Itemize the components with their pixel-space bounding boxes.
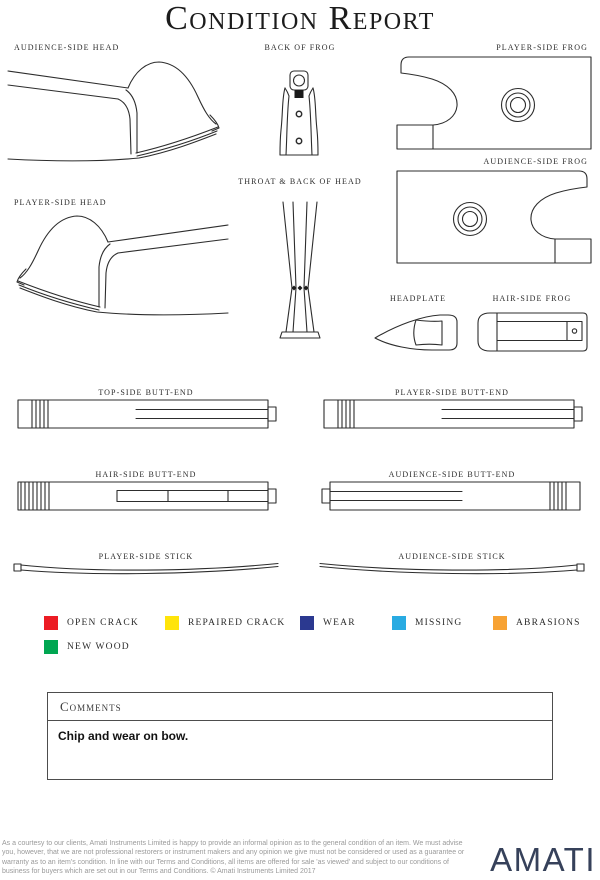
- comments-text: Chip and wear on bow.: [58, 729, 189, 743]
- audience-side-stick-label: AUDIENCE-SIDE STICK: [398, 552, 506, 561]
- open-crack-swatch: [44, 616, 58, 630]
- open-crack-label: OPEN CRACK: [67, 618, 139, 628]
- audience-side-butt-end-drawing: [318, 478, 586, 514]
- legend-item-missing: [392, 616, 462, 630]
- footer-disclaimer: As a courtesy to our clients, Amati Instruments Limited is happy to provide an informal opinion as to the general condition of an item. We must advise you, however, that we are not professional restorers or instrument makers and any opinion we give must not be considered or used as a guarantee or warranty as to an item's condition. In line with our Terms and Conditions, all items are offered for sale 'as viewed' and subject to our conditions of business for buyers which are set out in our Terms and Conditions. © Amati Instruments Limited 2017: [2, 840, 465, 876]
- top-side-butt-end-drawing: [12, 396, 280, 432]
- abrasions-label: ABRASIONS: [516, 618, 581, 628]
- legend-item-abrasions: [493, 616, 581, 630]
- headplate-label: HEADPLATE: [389, 294, 447, 303]
- player-side-stick-label: PLAYER-SIDE STICK: [98, 552, 194, 561]
- legend-item-new-wood: [44, 640, 130, 654]
- player-side-frog-drawing: [396, 56, 592, 150]
- hair-side-butt-end-label: HAIR-SIDE BUTT-END: [95, 470, 197, 479]
- headplate-drawing: [372, 303, 464, 355]
- player-side-head-label: PLAYER-SIDE HEAD: [14, 198, 107, 207]
- abrasions-swatch: [493, 616, 507, 630]
- audience-side-frog-label: AUDIENCE-SIDE FROG: [483, 157, 588, 166]
- hair-side-frog-label: HAIR-SIDE FROG: [492, 294, 572, 303]
- player-side-stick-drawing: [12, 560, 280, 578]
- repaired-crack-swatch: [165, 616, 179, 630]
- player-side-butt-end-drawing: [318, 396, 586, 432]
- legend-item-repaired-crack: [165, 616, 285, 630]
- page-title: Condition Report: [165, 0, 435, 37]
- audience-side-stick-drawing: [318, 560, 586, 578]
- amati-logo: AMATI: [490, 841, 596, 878]
- new-wood-label: NEW WOOD: [67, 642, 130, 652]
- wear-label: WEAR: [323, 618, 356, 628]
- hair-side-frog-drawing: [476, 312, 588, 352]
- audience-side-head-drawing: [8, 58, 228, 178]
- comments-box: [47, 692, 553, 780]
- legend-item-wear: [300, 616, 356, 630]
- back-of-frog-drawing: [255, 62, 345, 162]
- legend-item-open-crack: [44, 616, 139, 630]
- player-side-head-drawing: [8, 212, 228, 332]
- top-side-butt-end-label: TOP-SIDE BUTT-END: [98, 388, 194, 397]
- audience-side-head-label: AUDIENCE-SIDE HEAD: [14, 43, 120, 52]
- missing-swatch: [392, 616, 406, 630]
- wear-swatch: [300, 616, 314, 630]
- throat-back-of-head-drawing: [250, 185, 350, 340]
- missing-label: MISSING: [415, 618, 463, 628]
- hair-side-butt-end-drawing: [12, 478, 280, 514]
- repaired-crack-label: REPAIRED CRACK: [188, 618, 286, 628]
- comments-header: Comments: [48, 693, 552, 721]
- new-wood-swatch: [44, 640, 58, 654]
- throat-back-of-head-label: THROAT & BACK OF HEAD: [238, 177, 362, 186]
- chip-mark: [49, 479, 65, 505]
- audience-side-frog-drawing: [396, 170, 592, 264]
- back-of-frog-label: BACK OF FROG: [264, 43, 336, 52]
- audience-side-butt-end-label: AUDIENCE-SIDE BUTT-END: [388, 470, 516, 479]
- player-side-frog-label: PLAYER-SIDE FROG: [496, 43, 588, 52]
- player-side-butt-end-label: PLAYER-SIDE BUTT-END: [394, 388, 510, 397]
